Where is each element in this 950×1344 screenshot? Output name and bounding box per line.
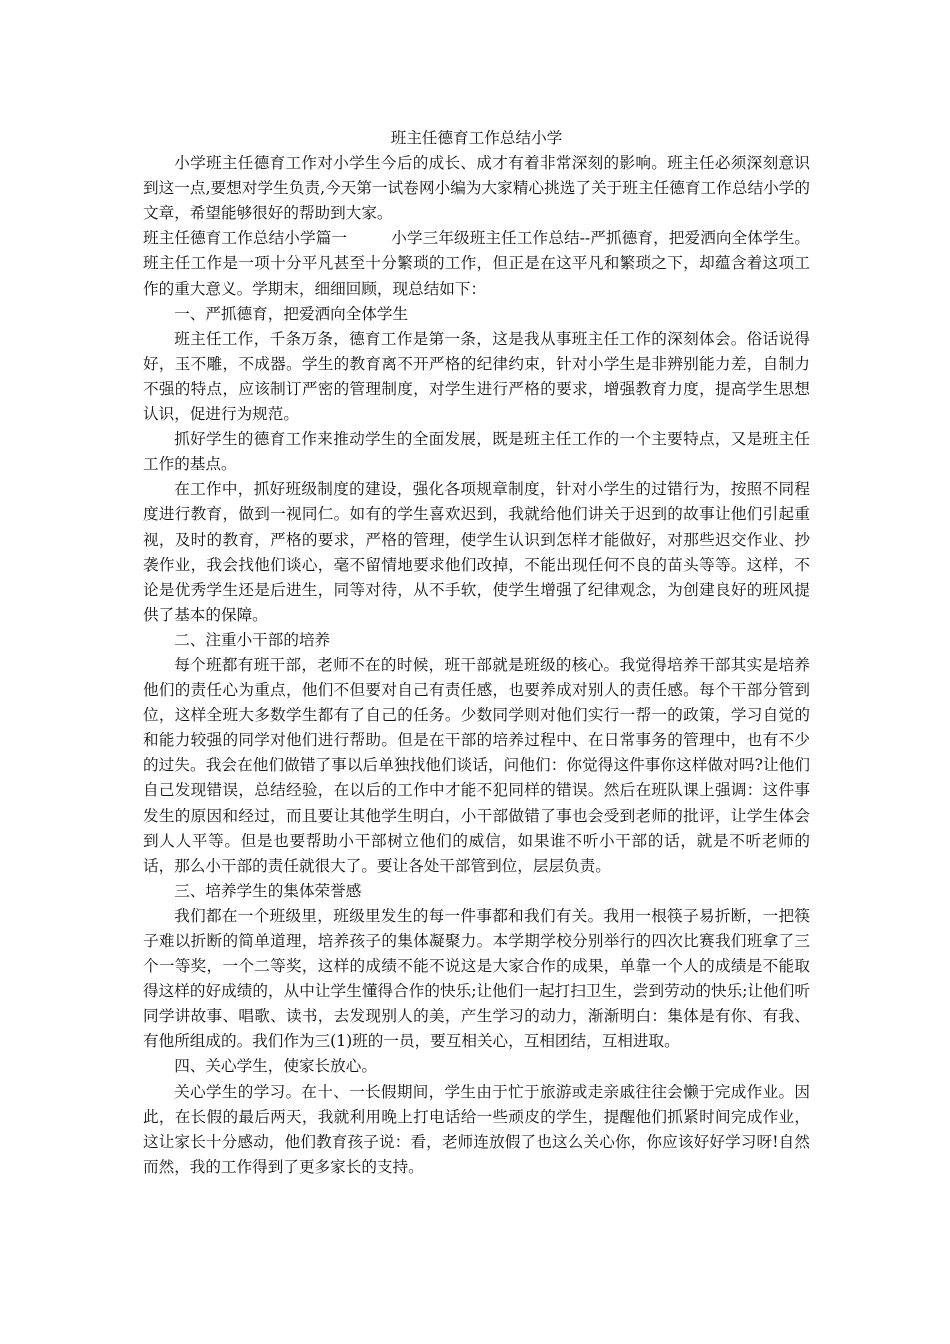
section-paragraph: 班主任工作，千条万条，德育工作是第一条，这是我从事班主任工作的深刻体会。俗话说得好，玉不雕，不成器。学生的教育离不开严格的纪律约束，针对小学生是非辨别能力差，自制力不强的特点，应该制订严密的管理制度，对学生进行严格的要求，增强教育力度，提高学生思想认识，促进行为规范。: [143, 329, 810, 424]
section-paragraph: 我们都在一个班级里，班级里发生的每一件事都和我们有关。我用一根筷子易折断，一把筷子难以折断的简单道理，培养孩子的集体凝聚力。本学期学校分别举行的四次比赛我们班拿了三个一等奖，一个二等奖，这样的成绩不能不说这是大家合作的成果，单靠一个人的成绩是不能取得这样的好成绩的，从中让学生懂得合作的快乐;让他们一起打扫卫生，尝到劳动的快乐;让他们听同学讲故事、唱歌、读书，去发现别人的美，产生学习的动力，渐渐明白：集体是有你、有我、有他所组成的。我们作为三(1)班的一员，要互相关心，互相团结，互相进取。: [143, 906, 810, 1051]
section-heading: 二、注重小干部的培养: [174, 630, 331, 649]
section-heading: 一、严抓德育，把爱洒向全体学生: [174, 304, 409, 323]
part-intro: 小学三年级班主任工作总结--严抓德育，把爱洒向全体学生。班主任工作是一项十分平凡甚至十分繁琐的工作，但正是在这平凡和繁琐之下，却蕴含着这项工作的重大意义。学期末，细细回顾，现总结如下：: [143, 229, 810, 298]
section-paragraph: 在工作中，抓好班级制度的建设，强化各项规章制度，针对小学生的过错行为，按照不同程度进行教育，做到一视同仁。如有的学生喜欢迟到，我就给他们讲关于迟到的故事让他们引起重视，及时的教育，严格的要求，严格的管理，使学生认识到怎样才能做好，对那些迟交作业、抄袭作业，我会找他们谈心，毫不留情地要求他们改掉，不能出现任何不良的苗头等等。这样，不论是优秀学生还是后进生，同等对待，从不手软，使学生增强了纪律观念，为创建良好的班风提供了基本的保障。: [143, 480, 810, 624]
section-paragraph: 抓好学生的德育工作来推动学生的全面发展，既是班主任工作的一个主要特点，又是班主任工作的基点。: [143, 430, 810, 474]
section-heading: 四、关心学生，使家长放心。: [174, 1057, 377, 1076]
section-paragraph: 每个班都有班干部，老师不在的时候，班干部就是班级的核心。我觉得培养干部其实是培养他们的责任心为重点，他们不但要对自己有责任感，也要养成对别人的责任感。每个干部分管到位，这样全班大多数学生都有了自己的任务。少数同学则对他们实行一帮一的政策，学习自觉的和能力较强的同学对他们进行帮助。但是在干部的培养过程中、在日常事务的管理中，也有不少的过失。我会在他们做错了事以后单独找他们谈话，问他们：你觉得这件事你这样做对吗?让他们自己发现错误，总结经验，在以后的工作中才能不犯同样的错误。然后在班队课上强调：这件事发生的原因和经过，而且要让其他学生明白，小干部做错了事也会受到老师的批评，让学生体会到人人平等。但是也要帮助小干部树立他们的威信，如果谁不听小干部的话，就是不听老师的话，那么小干部的责任就很大了。要让各处干部管到位，层层负责。: [143, 655, 810, 875]
part-label: 班主任德育工作总结小学篇一: [143, 229, 348, 248]
intro-paragraph: 小学班主任德育工作对小学生今后的成长、成才有着非常深刻的影响。班主任必须深刻意识到这一点,要想对学生负责,今天第一试卷网小编为大家精心挑选了关于班主任德育工作总结小学的文章，希望能够很好的帮助到大家。: [143, 154, 810, 223]
document-page: [143, 126, 810, 1180]
document-title: 班主任德育工作总结小学: [390, 129, 563, 147]
section-heading: 三、培养学生的集体荣誉感: [174, 881, 362, 900]
part-one-paragraph: [143, 226, 810, 301]
section-paragraph: 关心学生的学习。在十、一长假期间，学生由于忙于旅游或走亲戚往往会懒于完成作业。因此，在长假的最后两天，我就利用晚上打电话给一些顽皮的学生，提醒他们抓紧时间完成作业，这让家长十分感动，他们教育孩子说：看，老师连放假了也这么关心你，你应该好好学习呀!自然而然，我的工作得到了更多家长的支持。: [143, 1082, 810, 1176]
